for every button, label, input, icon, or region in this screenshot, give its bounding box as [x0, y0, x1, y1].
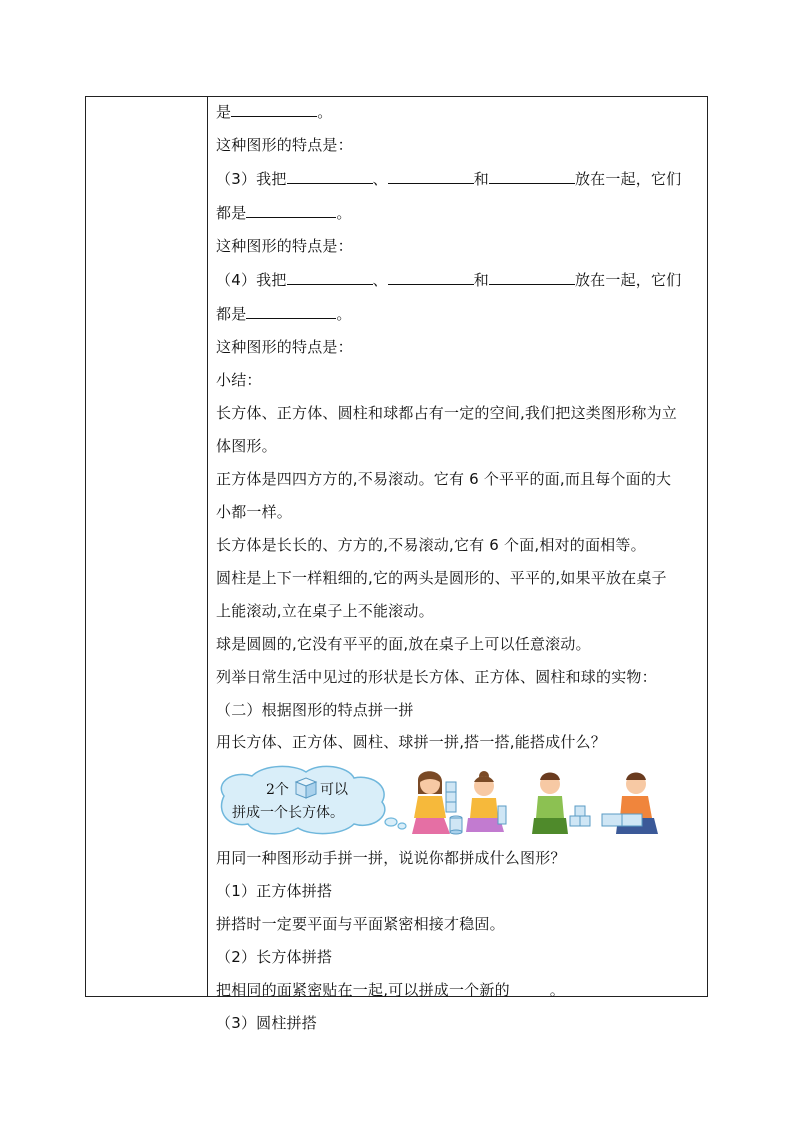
- bubble-text-3: 拼成一个长方体。: [232, 805, 344, 821]
- answer-blank[interactable]: [287, 269, 373, 285]
- summary-paragraph-3: 长方体是长长的、方方的,不易滚动,它有 6 个面,相对的面相等。: [216, 536, 646, 554]
- fill-line-6: [216, 269, 701, 291]
- answer-blank[interactable]: [388, 269, 474, 285]
- text: 。: [549, 981, 565, 999]
- text: 和: [473, 271, 489, 289]
- child-girl-2: [450, 771, 506, 834]
- child-boy-1: [532, 773, 590, 835]
- fill-line-7: [216, 303, 701, 325]
- text: 都是: [216, 204, 247, 222]
- lesson-table: [85, 96, 708, 1032]
- text: 。: [336, 204, 352, 222]
- answer-blank[interactable]: [287, 168, 373, 184]
- summary-paragraph-5: 球是圆圆的,它没有平平的面,放在桌子上可以任意滚动。: [216, 635, 591, 653]
- text: 。: [317, 103, 333, 121]
- text: 正方体是四四方方的,不易滚动。它有 6 个平平的面,而且每个面的大: [216, 470, 672, 488]
- text: 上能滚动,立在桌子上不能滚动。: [216, 602, 434, 620]
- answer-blank[interactable]: [489, 269, 575, 285]
- fill-line-4: [216, 202, 701, 224]
- question-2: 用同一种图形动手拼一拼，说说你都拼成什么图形？: [216, 849, 566, 867]
- illustration-svg: [214, 764, 699, 838]
- summary-title: 小结：: [216, 371, 262, 389]
- text: 放在一起，它们: [574, 170, 682, 188]
- lesson-content: [216, 101, 701, 1046]
- part-3-title: （3）圆柱拼搭: [216, 1014, 317, 1032]
- cube-icon: [296, 778, 316, 798]
- text: 、: [372, 271, 388, 289]
- answer-blank[interactable]: [246, 303, 336, 319]
- answer-blank[interactable]: [231, 101, 317, 117]
- section-2-title: （二）根据图形的特点拼一拼: [216, 701, 414, 719]
- bubble-text-1: 2个: [266, 782, 289, 798]
- text: 体图形。: [216, 437, 277, 455]
- children-illustration: [216, 764, 701, 836]
- feature-line-1: 这种图形的特点是：: [216, 136, 353, 154]
- text: （3）我把: [216, 170, 287, 188]
- part-2-title: （2）长方体拼搭: [216, 948, 333, 966]
- text: 。: [336, 305, 352, 323]
- text: 都是: [216, 305, 247, 323]
- feature-line-2: 这种图形的特点是：: [216, 237, 353, 255]
- summary-paragraph-4: [216, 568, 701, 622]
- feature-line-3: 这种图形的特点是：: [216, 338, 353, 356]
- part-1-text: 拼搭时一定要平面与平面紧密相接才稳固。: [216, 915, 505, 933]
- answer-blank[interactable]: [489, 168, 575, 184]
- summary-paragraph-2: [216, 469, 701, 523]
- text: 小都一样。: [216, 503, 293, 521]
- section-2-question: 用长方体、正方体、圆柱、球拼一拼,搭一搭,能搭成什么？: [216, 733, 606, 751]
- child-girl-1: [412, 771, 456, 834]
- summary-paragraph-6: 列举日常生活中见过的形状是长方体、正方体、圆柱和球的实物：: [216, 668, 657, 686]
- part-1-title: （1）正方体拼搭: [216, 882, 333, 900]
- text: （4）我把: [216, 271, 287, 289]
- fill-line-1: [216, 101, 701, 123]
- text: 长方体、正方体、圆柱和球都占有一定的空间,我们把这类图形称为立: [216, 404, 677, 422]
- answer-blank[interactable]: [388, 168, 474, 184]
- bubble-text-2: 可以: [320, 782, 348, 798]
- column-divider: [207, 97, 208, 996]
- summary-paragraph-1: [216, 403, 701, 457]
- thought-bubble: [221, 766, 406, 833]
- child-boy-2: [602, 773, 658, 835]
- part-2-text: [216, 980, 701, 1001]
- text: 、: [372, 170, 388, 188]
- text: 圆柱是上下一样粗细的,它的两头是圆形的、平平的,如果平放在桌子: [216, 569, 667, 587]
- text: 是: [216, 103, 232, 121]
- answer-blank[interactable]: [246, 202, 336, 218]
- fill-line-3: [216, 168, 701, 190]
- text: 放在一起，它们: [574, 271, 682, 289]
- text: 把相同的面紧密贴在一起,可以拼成一个新的: [216, 981, 510, 999]
- text: 和: [473, 170, 489, 188]
